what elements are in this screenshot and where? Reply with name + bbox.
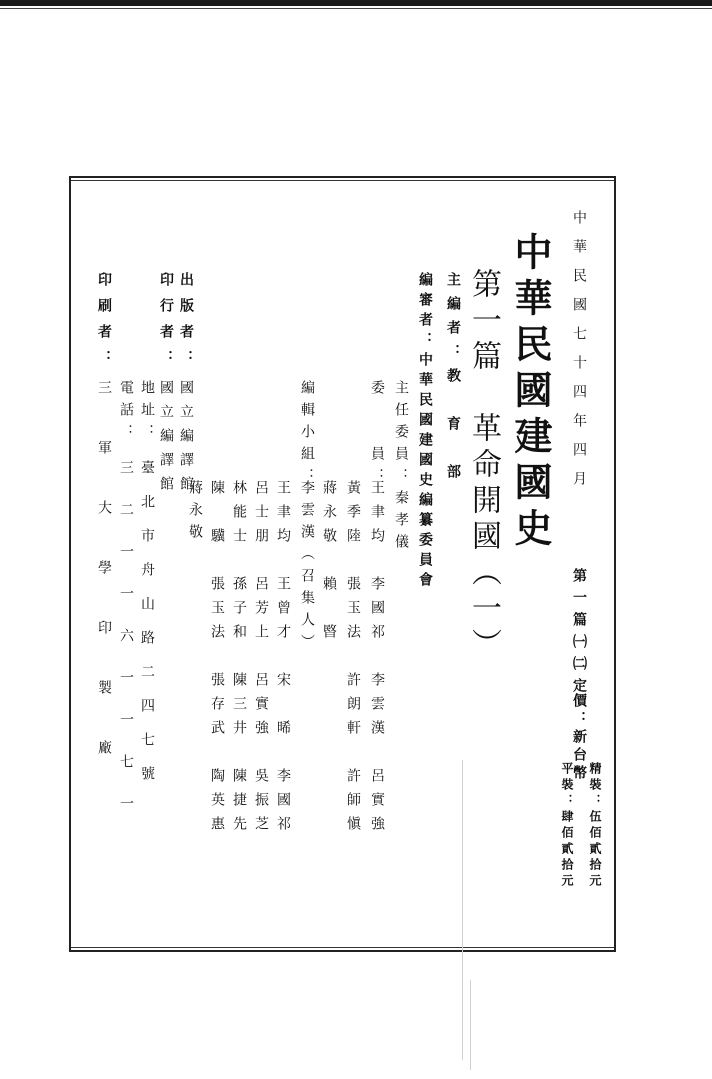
top-rule-thin bbox=[0, 8, 712, 9]
issuer-label: 印行者： bbox=[158, 272, 174, 376]
committee-label: 委 員： bbox=[369, 380, 385, 490]
book-title: 中華民國建國史 bbox=[508, 232, 553, 554]
editing-row: 呂士朋 呂芳上 呂實強 吳振芝 bbox=[253, 480, 269, 840]
volume-price-label: 第一篇㈠㈡定 bbox=[571, 568, 587, 700]
committee-row: 王聿均 李國祁 李雲漢 呂實強 bbox=[369, 480, 385, 840]
address: 臺北市舟山路二四七號 bbox=[139, 460, 155, 800]
book-subtitle: 第一篇 革命開國（一） bbox=[466, 268, 501, 664]
scan-artifact bbox=[470, 980, 471, 1070]
editing-row: 李雲漢（召集人） bbox=[299, 480, 315, 656]
committee-row: 蔣永敬 賴 暋 bbox=[321, 480, 337, 648]
address-label: 地址： bbox=[139, 380, 155, 446]
chair-committee: 主任委員：秦孝儀 bbox=[393, 380, 409, 556]
phone: 三二一一六一一七一 bbox=[118, 460, 134, 838]
scan-artifact bbox=[462, 760, 463, 1060]
phone-label: 電話： bbox=[118, 380, 134, 446]
committee-row: 黃季陸 張玉法 許朗軒 許師愼 bbox=[345, 480, 361, 840]
price-currency: 價：新台幣 bbox=[571, 693, 587, 783]
editing-row: 陳 驥 張玉法 張存武 陶英惠 bbox=[209, 480, 225, 840]
printer-name: 三軍大學印製廠 bbox=[96, 380, 112, 800]
editing-row: 蔣永敬 bbox=[187, 480, 203, 546]
editor-in-chief: 主編者：教 育 部 bbox=[445, 272, 461, 488]
editing-row: 林能士 孫子和 陳三井 陳捷先 bbox=[231, 480, 247, 840]
compiler: 編審者：中華民國建國史編纂委員會 bbox=[417, 272, 433, 592]
editing-group-label: 編輯小組： bbox=[299, 380, 315, 490]
printer-label: 印刷者： bbox=[96, 272, 112, 376]
price-deluxe: 精裝：伍佰貳拾元 bbox=[588, 762, 602, 890]
publisher-label: 出版者： bbox=[178, 272, 194, 376]
top-rule bbox=[0, 0, 712, 6]
issuer-name: 國立編譯館 bbox=[158, 380, 174, 500]
publisher-name: 國立編譯館 bbox=[178, 380, 194, 500]
publication-date: 中華民國七十四年四月 bbox=[571, 210, 587, 500]
editing-row: 王聿均 王曾才 宋 晞 李國祁 bbox=[275, 480, 291, 840]
price-paperback: 平裝：肆佰貳拾元 bbox=[560, 762, 574, 890]
